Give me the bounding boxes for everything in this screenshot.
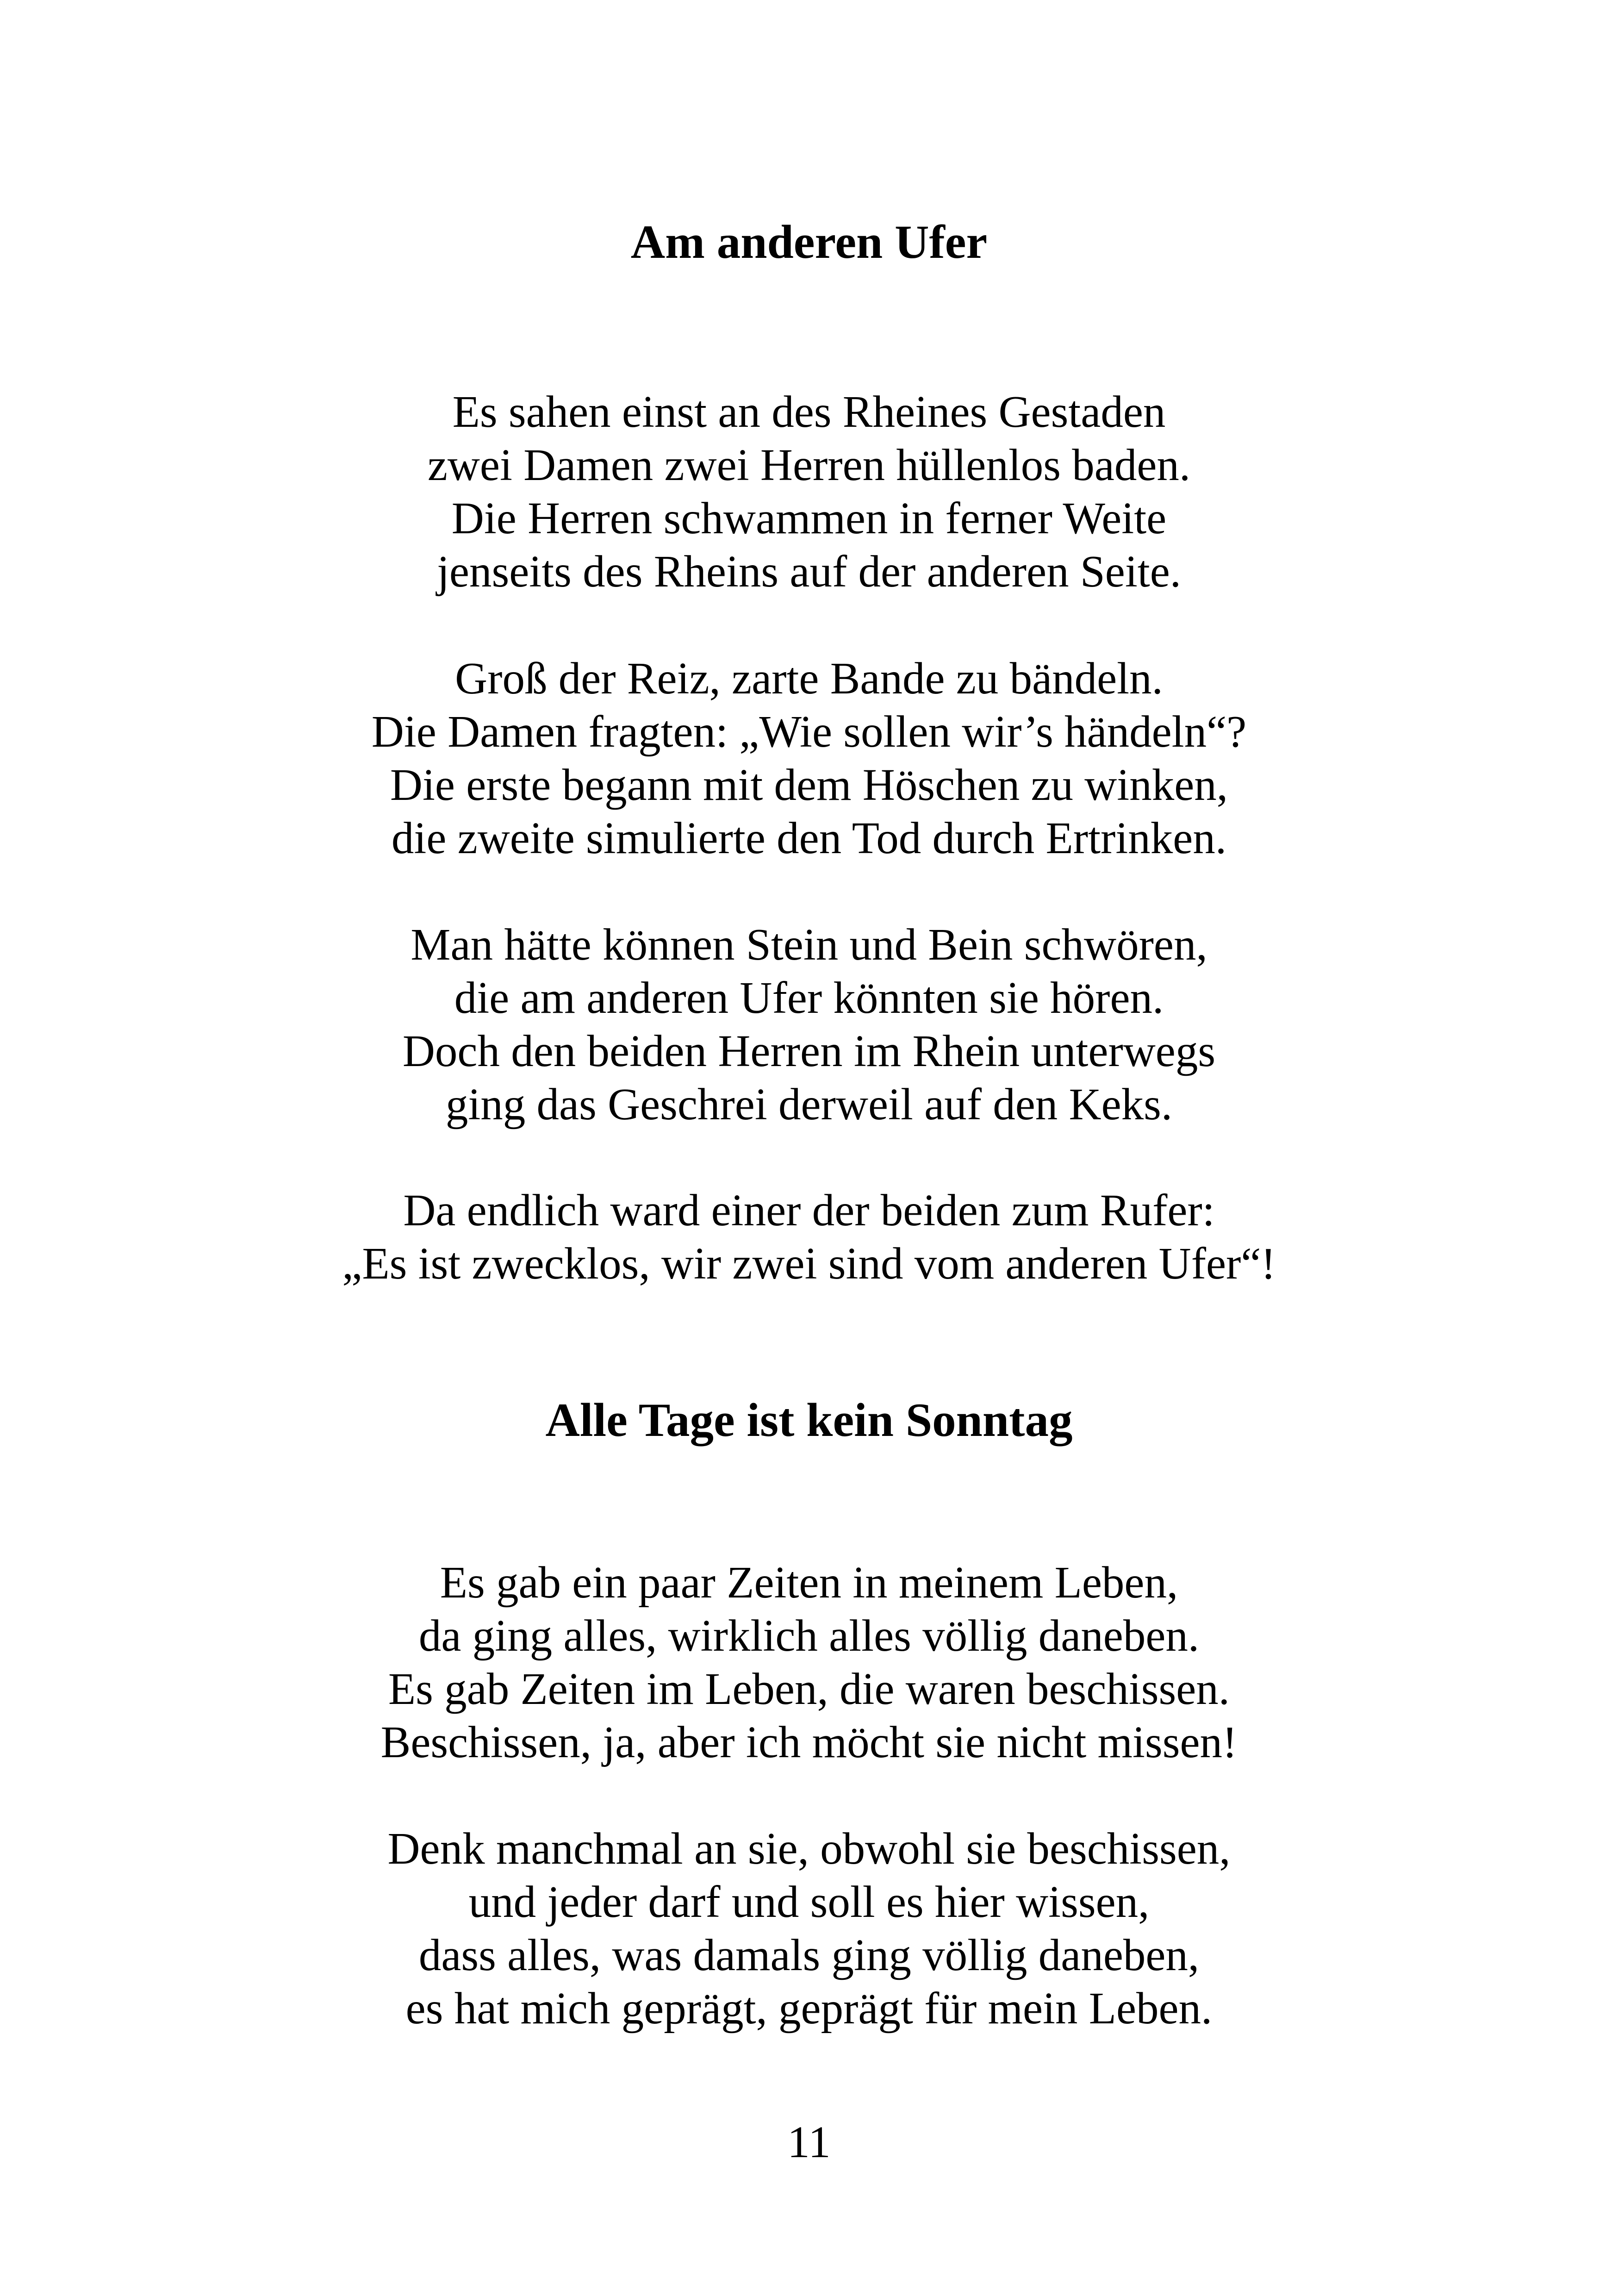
verse-line: und jeder darf und soll es hier wissen, [468,1877,1150,1927]
page-number: 11 [787,2117,831,2167]
poem-stanza [0,1822,1618,2035]
verse-line: Da endlich ward einer der beiden zum Rufer: [403,1185,1215,1235]
verse-line: Die Herren schwammen in ferner Weite [451,493,1167,543]
verse-line: „Es ist zwecklos, wir zwei sind vom anderen Ufer“! [342,1239,1276,1288]
verse-line: dass alles, was damals ging völlig daneben, [418,1930,1200,1980]
poem-title: Am anderen Ufer [630,216,988,268]
verse-line: da ging alles, wirklich alles völlig daneben. [418,1611,1200,1660]
verse-line: Groß der Reiz, zarte Bande zu bändeln. [455,654,1163,703]
verse-line: ging das Geschrei derweil auf den Keks. [445,1079,1173,1129]
verse-line: Beschissen, ja, aber ich möcht sie nicht missen! [380,1717,1238,1767]
verse-line: Doch den beiden Herren im Rhein unterwegs [402,1026,1216,1076]
verse-line: es hat mich geprägt, geprägt für mein Leben. [405,1984,1213,2033]
verse-line: die am anderen Ufer könnten sie hören. [454,973,1164,1023]
verse-line: jenseits des Rheins auf der anderen Seite. [436,547,1182,596]
poem-stanza [0,918,1618,1131]
verse-line: zwei Damen zwei Herren hüllenlos baden. [427,440,1191,490]
verse-line: Es sahen einst an des Rheines Gestaden [452,387,1166,437]
poem-stanza [0,1184,1618,1290]
verse-line: Es gab Zeiten im Leben, die waren beschissen. [388,1664,1230,1714]
verse-line: Denk manchmal an sie, obwohl sie beschissen, [387,1824,1231,1873]
verse-line: Die Damen fragten: „Wie sollen wir’s händeln“? [371,707,1247,756]
verse-line: Es gab ein paar Zeiten in meinem Leben, [440,1558,1178,1607]
poem-title: Alle Tage ist kein Sonntag [545,1394,1073,1447]
poem-stanza [0,652,1618,865]
poem-stanza [0,385,1618,598]
verse-line: Die erste begann mit dem Höschen zu winken, [390,760,1228,810]
verse-line: Man hätte können Stein und Bein schwören, [411,920,1207,969]
verse-line: die zweite simulierte den Tod durch Ertrinken. [391,813,1227,863]
poem-stanza [0,1556,1618,1769]
